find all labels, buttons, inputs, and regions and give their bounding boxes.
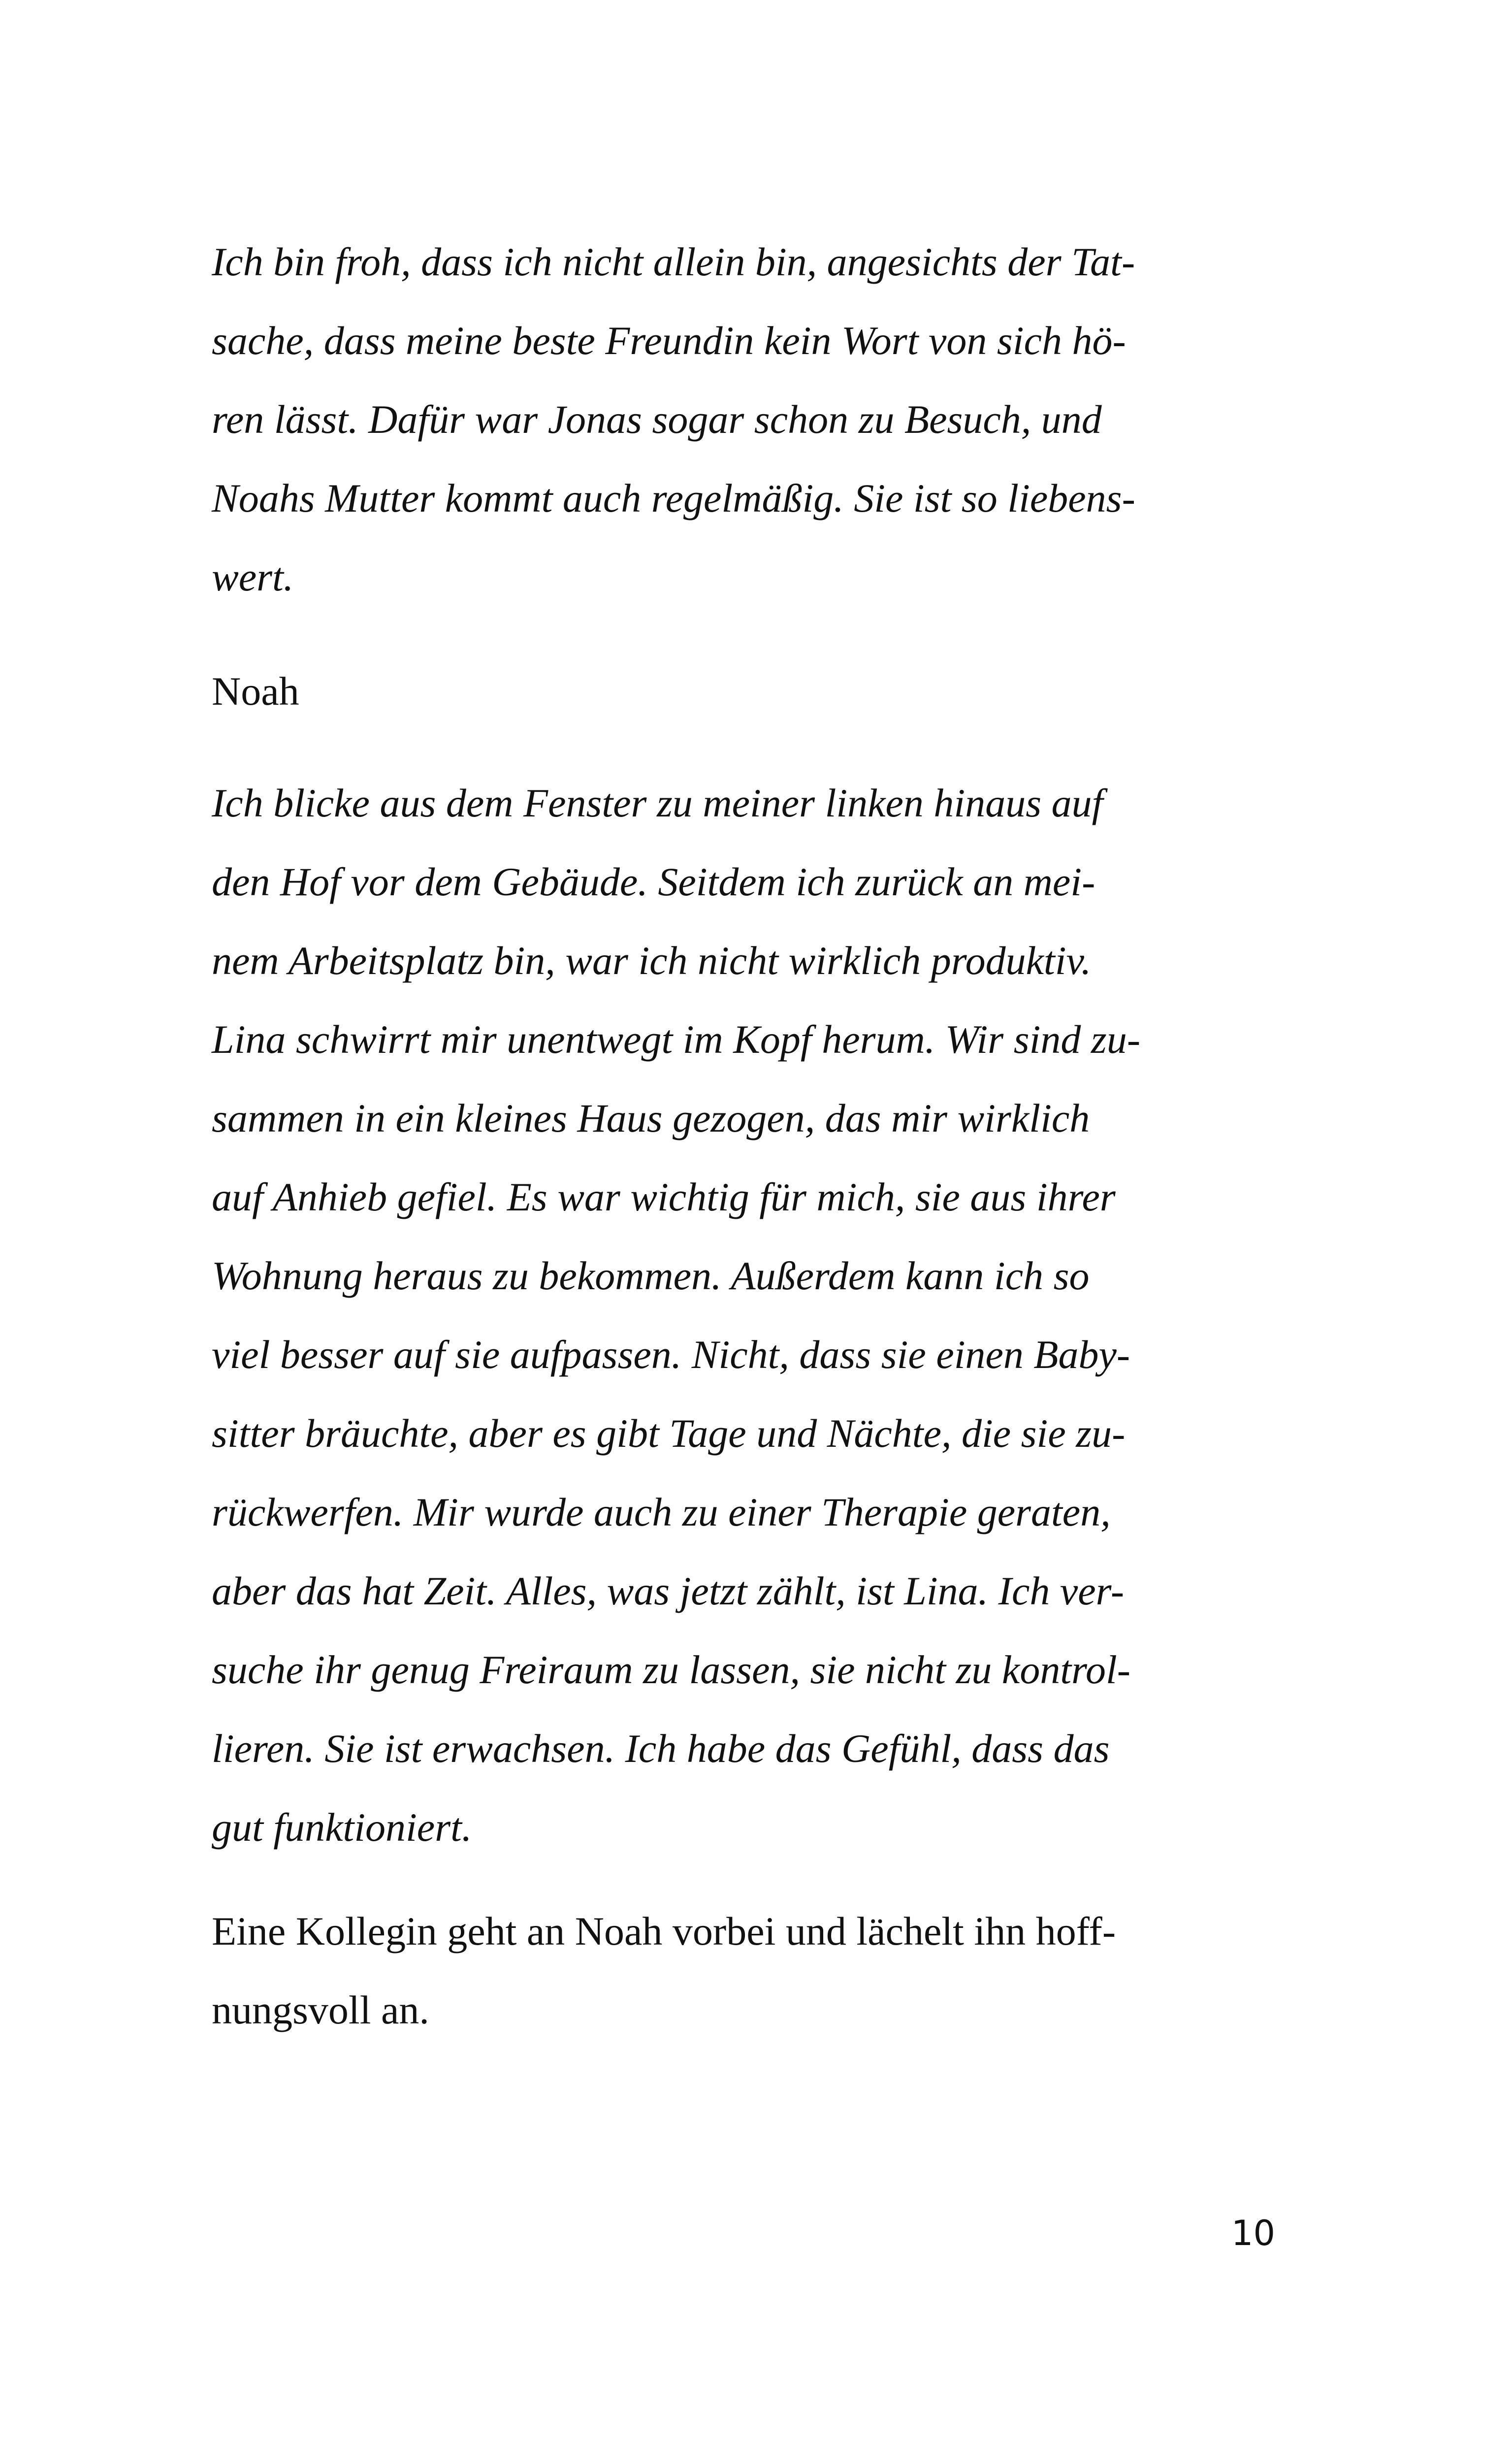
text-line: den Hof vor dem Gebäude. Seitdem ich zurück an mei- — [212, 859, 1095, 904]
page-number: 10 — [1231, 2213, 1275, 2253]
text-line: Eine Kollegin geht an Noah vorbei und lächelt ihn hoff- — [212, 1909, 1116, 1954]
text-line: Ich bin froh, dass ich nicht allein bin, angesichts der Tat- — [212, 239, 1135, 284]
text-line: rückwerfen. Mir wurde auch zu einer Therapie geraten, — [212, 1490, 1111, 1534]
paragraph-lina-thoughts — [212, 223, 1265, 617]
text-line: Lina schwirrt mir unentwegt im Kopf herum. Wir sind zu- — [212, 1017, 1141, 1062]
text-line: wert. — [212, 554, 294, 599]
text-line: Ich blicke aus dem Fenster zu meiner linken hinaus auf — [212, 781, 1103, 825]
text-line: sache, dass meine beste Freundin kein Wort von sich hö- — [212, 318, 1126, 363]
text-line: lieren. Sie ist erwachsen. Ich habe das Gefühl, dass das — [212, 1726, 1110, 1771]
text-line: auf Anhieb gefiel. Es war wichtig für mich, sie aus ihrer — [212, 1174, 1116, 1219]
text-line: gut funktioniert. — [212, 1805, 472, 1850]
paragraph-narration — [212, 1892, 1265, 2050]
text-line: viel besser auf sie aufpassen. Nicht, dass sie einen Baby- — [212, 1332, 1130, 1377]
text-line: Wohnung heraus zu bekommen. Außerdem kann ich so — [212, 1253, 1090, 1298]
text-line: aber das hat Zeit. Alles, was jetzt zählt, ist Lina. Ich ver- — [212, 1568, 1125, 1613]
text-line: Noahs Mutter kommt auch regelmäßig. Sie ist so liebens- — [212, 476, 1135, 521]
section-heading-noah — [212, 652, 1265, 731]
section-heading-text: Noah — [212, 669, 299, 714]
text-line: suche ihr genug Freiraum zu lassen, sie nicht zu kontrol- — [212, 1647, 1131, 1692]
paragraph-noah-thoughts — [212, 764, 1265, 1867]
text-line: sammen in ein kleines Haus gezogen, das mir wirklich — [212, 1096, 1090, 1140]
text-line: sitter bräuchte, aber es gibt Tage und Nächte, die sie zu- — [212, 1411, 1126, 1456]
text-line: ren lässt. Dafür war Jonas sogar schon zu Besuch, und — [212, 397, 1102, 442]
text-line: nungsvoll an. — [212, 1987, 429, 2032]
text-line: nem Arbeitsplatz bin, war ich nicht wirklich produktiv. — [212, 938, 1092, 983]
